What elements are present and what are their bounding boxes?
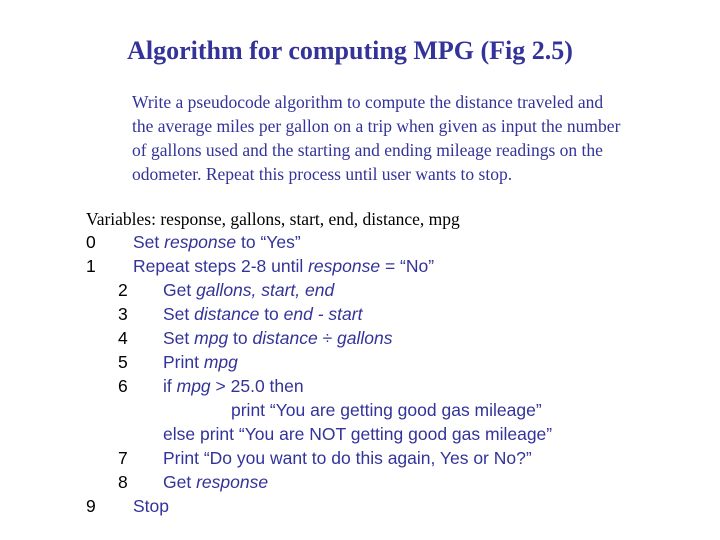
slide-title: Algorithm for computing MPG (Fig 2.5) (127, 36, 573, 65)
step-number: 0 (86, 232, 96, 252)
else-branch-text: else print “You are NOT getting good gas mileage” (163, 424, 553, 444)
step-text: if mpg > 25.0 then (163, 376, 304, 396)
then-branch-text: print “You are getting good gas mileage” (231, 400, 542, 420)
step-row (0, 256, 720, 280)
step-text: Stop (133, 496, 169, 516)
step-number: 3 (118, 304, 128, 324)
step-text: Repeat steps 2-8 until response = “No” (133, 256, 435, 276)
else-branch-row (0, 424, 720, 448)
step-row (0, 328, 720, 352)
step-row (0, 472, 720, 496)
step-row (0, 280, 720, 304)
description-line: of gallons used and the starting and ending mileage readings on the (132, 140, 603, 160)
problem-description (130, 90, 700, 186)
variables-line: Variables: response, gallons, start, end, distance, mpg (86, 209, 460, 229)
step-row (0, 496, 720, 520)
step-text: Print “Do you want to do this again, Yes or No?” (163, 448, 532, 468)
step-number: 9 (86, 496, 96, 516)
step-row (0, 448, 720, 472)
description-line: Write a pseudocode algorithm to compute the distance traveled and (132, 92, 604, 112)
step-text: Get response (163, 472, 269, 492)
step-row (0, 376, 720, 400)
step-row (0, 232, 720, 256)
step-number: 2 (118, 280, 128, 300)
step-number: 8 (118, 472, 128, 492)
step-text: Print mpg (163, 352, 238, 372)
description-line: the average miles per gallon on a trip when given as input the number (132, 116, 621, 136)
step-number: 4 (118, 328, 128, 348)
step-row (0, 352, 720, 376)
step-text: Get gallons, start, end (163, 280, 335, 300)
step-number: 1 (86, 256, 96, 276)
then-branch-row (0, 400, 720, 424)
step-text: Set distance to end - start (163, 304, 363, 324)
step-number: 5 (118, 352, 128, 372)
description-line: odometer. Repeat this process until user wants to stop. (132, 164, 513, 184)
step-number: 7 (118, 448, 128, 468)
step-number: 6 (118, 376, 128, 396)
step-row (0, 304, 720, 328)
step-text: Set mpg to distance ÷ gallons (163, 328, 393, 348)
step-text: Set response to “Yes” (133, 232, 301, 252)
